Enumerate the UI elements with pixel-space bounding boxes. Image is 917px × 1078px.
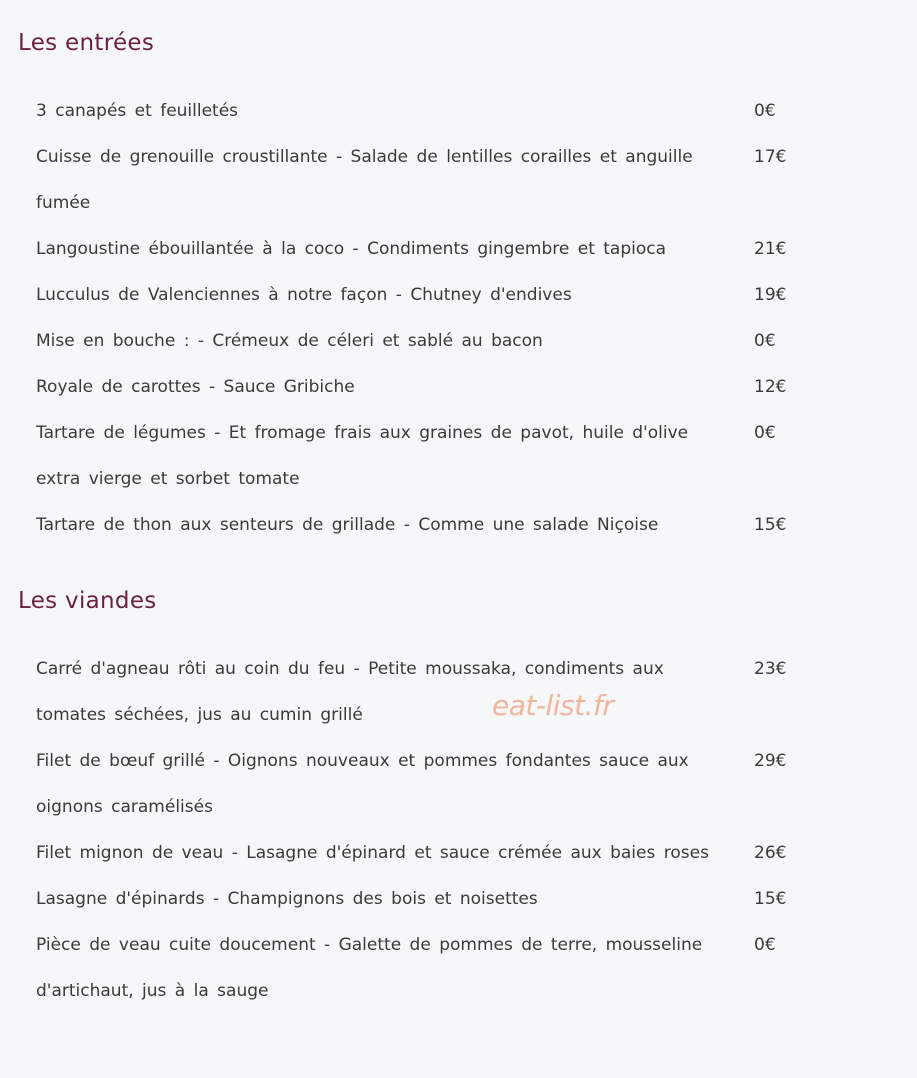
section-title-viandes: Les viandes bbox=[18, 588, 157, 614]
list-item bbox=[0, 738, 917, 830]
section-title-entrees: Les entrées bbox=[18, 30, 155, 56]
list-item bbox=[0, 134, 917, 226]
dish-price: 15€ bbox=[754, 515, 787, 535]
dish-name: Royale de carottes - Sauce Gribiche bbox=[36, 377, 355, 397]
dish-price: 26€ bbox=[754, 843, 787, 863]
entrees-list bbox=[0, 88, 917, 548]
list-item bbox=[0, 876, 917, 922]
list-item bbox=[0, 410, 917, 502]
list-item bbox=[0, 318, 917, 364]
list-item bbox=[0, 272, 917, 318]
dish-price: 29€ bbox=[754, 751, 787, 771]
list-item bbox=[0, 502, 917, 548]
list-item bbox=[0, 226, 917, 272]
dish-name: Tartare de légumes - Et fromage frais aux graines de pavot, huile d'olive extra vierge et sorbet tomate bbox=[36, 423, 689, 489]
dish-name: Tartare de thon aux senteurs de grillade - Comme une salade Niçoise bbox=[36, 515, 659, 535]
viandes-list bbox=[0, 646, 917, 1014]
dish-price: 12€ bbox=[754, 377, 787, 397]
list-item bbox=[0, 88, 917, 134]
dish-price: 17€ bbox=[754, 147, 787, 167]
dish-name: Filet mignon de veau - Lasagne d'épinard et sauce crémée aux baies roses bbox=[36, 843, 709, 863]
list-item bbox=[0, 646, 917, 738]
list-item bbox=[0, 364, 917, 410]
dish-name: 3 canapés et feuilletés bbox=[36, 101, 239, 121]
dish-price: 0€ bbox=[754, 935, 776, 955]
dish-price: 15€ bbox=[754, 889, 787, 909]
dish-price: 23€ bbox=[754, 659, 787, 679]
dish-name: Lucculus de Valenciennes à notre façon - Chutney d'endives bbox=[36, 285, 572, 305]
dish-price: 21€ bbox=[754, 239, 787, 259]
dish-name: Filet de bœuf grillé - Oignons nouveaux et pommes fondantes sauce aux oignons caramélisés bbox=[36, 751, 689, 817]
dish-name: Mise en bouche : - Crémeux de céleri et sablé au bacon bbox=[36, 331, 543, 351]
dish-name: Langoustine ébouillantée à la coco - Condiments gingembre et tapioca bbox=[36, 239, 667, 259]
dish-price: 0€ bbox=[754, 331, 776, 351]
watermark-logo: eat-list.fr bbox=[492, 689, 614, 722]
list-item bbox=[0, 830, 917, 876]
list-item bbox=[0, 922, 917, 1014]
dish-name: Lasagne d'épinards - Champignons des bois et noisettes bbox=[36, 889, 538, 909]
dish-price: 0€ bbox=[754, 423, 776, 443]
dish-price: 0€ bbox=[754, 101, 776, 121]
dish-name: Cuisse de grenouille croustillante - Salade de lentilles corailles et anguille fumée bbox=[36, 147, 693, 213]
dish-name: Carré d'agneau rôti au coin du feu - Petite moussaka, condiments aux tomates séchées, jus au cumin grillé bbox=[36, 659, 664, 725]
dish-price: 19€ bbox=[754, 285, 787, 305]
dish-name: Pièce de veau cuite doucement - Galette de pommes de terre, mousseline d'artichaut, jus à la sauge bbox=[36, 935, 703, 1001]
